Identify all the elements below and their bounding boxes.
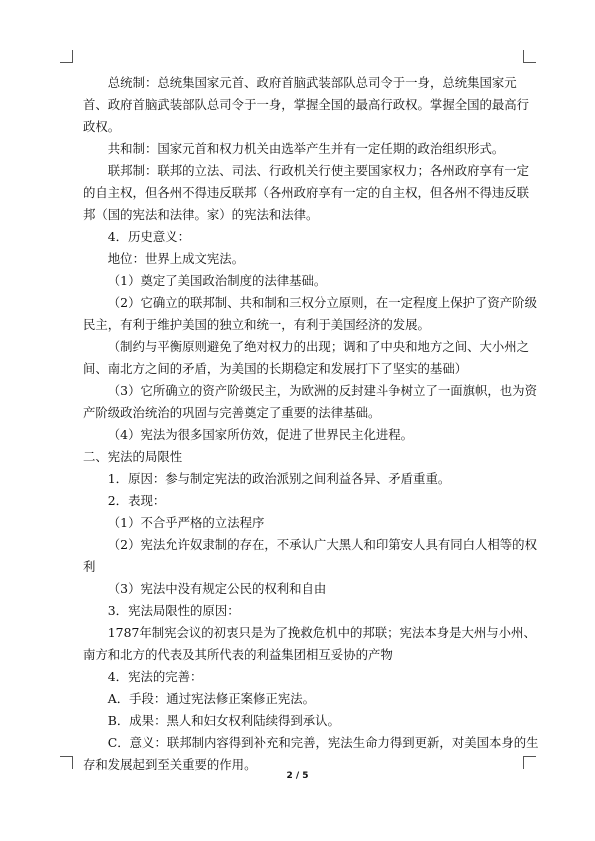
paragraph: C．意义：联邦制内容得到补充和完善，宪法生命力得到更新，对美国本身的生存和发展起到至关重要的作用。 <box>83 735 539 772</box>
paragraph: （2）它确立的联邦制、共和制和三权分立原则，在一定程度上保护了资产阶级民主，有利于维护美国的独立和统一，有利于美国经济的发展。 <box>83 295 537 332</box>
paragraph: （3）它所确立的资产阶级民主，为欧洲的反封建斗争树立了一面旗帜，也为资产阶级政治统治的巩固与完善奠定了重要的法律基础。 <box>83 383 537 420</box>
paragraph: 共和制：国家元首和权力机关由选举产生并有一定任期的政治组织形式。 <box>107 141 505 156</box>
crop-mark-top-right <box>523 50 536 63</box>
paragraph: 联邦制：联邦的立法、司法、行政机关行使主要国家权力；各州政府享有一定的自主权，但各州不得违反联邦（各州政府享有一定的自主权，但各州不得违反联邦（国的宪法和法律。家）的宪法和法律。 <box>83 163 530 222</box>
paragraph: 地位：世界上成文宪法。 <box>107 251 245 266</box>
paragraph: （2）宪法允许奴隶制的存在，不承认广大黑人和印第安人具有同白人相等的权利 <box>83 537 537 574</box>
paragraph: （制约与平衡原则避免了绝对权力的出现；调和了中央和地方之间、大小州之间、南北方之间的矛盾，为美国的长期稳定和发展打下了坚实的基础） <box>83 339 530 376</box>
paragraph: 3．宪法局限性的原因： <box>107 603 240 618</box>
paragraph: 1．原因：参与制定宪法的政治派别之间利益各异、矛盾重重。 <box>107 471 451 486</box>
crop-mark-top-left <box>60 50 73 63</box>
paragraph: 4．历史意义： <box>107 229 191 244</box>
paragraph: 总统制：总统集国家元首、政府首脑武装部队总司令于一身，总统集国家元首、政府首脑武装部队总司令于一身，掌握全国的最高行政权。掌握全国的最高行政权。 <box>83 75 530 134</box>
crop-mark-bottom-left <box>60 756 73 769</box>
section-heading: 二、宪法的局限性 <box>83 449 183 464</box>
paragraph: （3）宪法中没有规定公民的权利和自由 <box>107 581 327 596</box>
paragraph: （4）宪法为很多国家所仿效，促进了世界民主化进程。 <box>107 427 414 442</box>
paragraph: 4．宪法的完善： <box>107 669 203 684</box>
body-text <box>83 72 541 776</box>
paragraph: A．手段：通过宪法修正案修正宪法。 <box>107 691 315 706</box>
page-number: 2 / 5 <box>286 771 309 781</box>
paragraph: 2．表现： <box>107 493 166 508</box>
paragraph: （1）不合乎严格的立法程序 <box>107 515 265 530</box>
paragraph: 1787年制宪会议的初衷只是为了挽救危机中的邦联；宪法本身是大州与小州、南方和北方的代表及其所代表的利益集团相互妥协的产物 <box>83 625 536 662</box>
paragraph: （1）奠定了美国政治制度的法律基础。 <box>107 273 327 288</box>
paragraph: B．成果：黑人和妇女权利陆续得到承认。 <box>107 713 340 728</box>
